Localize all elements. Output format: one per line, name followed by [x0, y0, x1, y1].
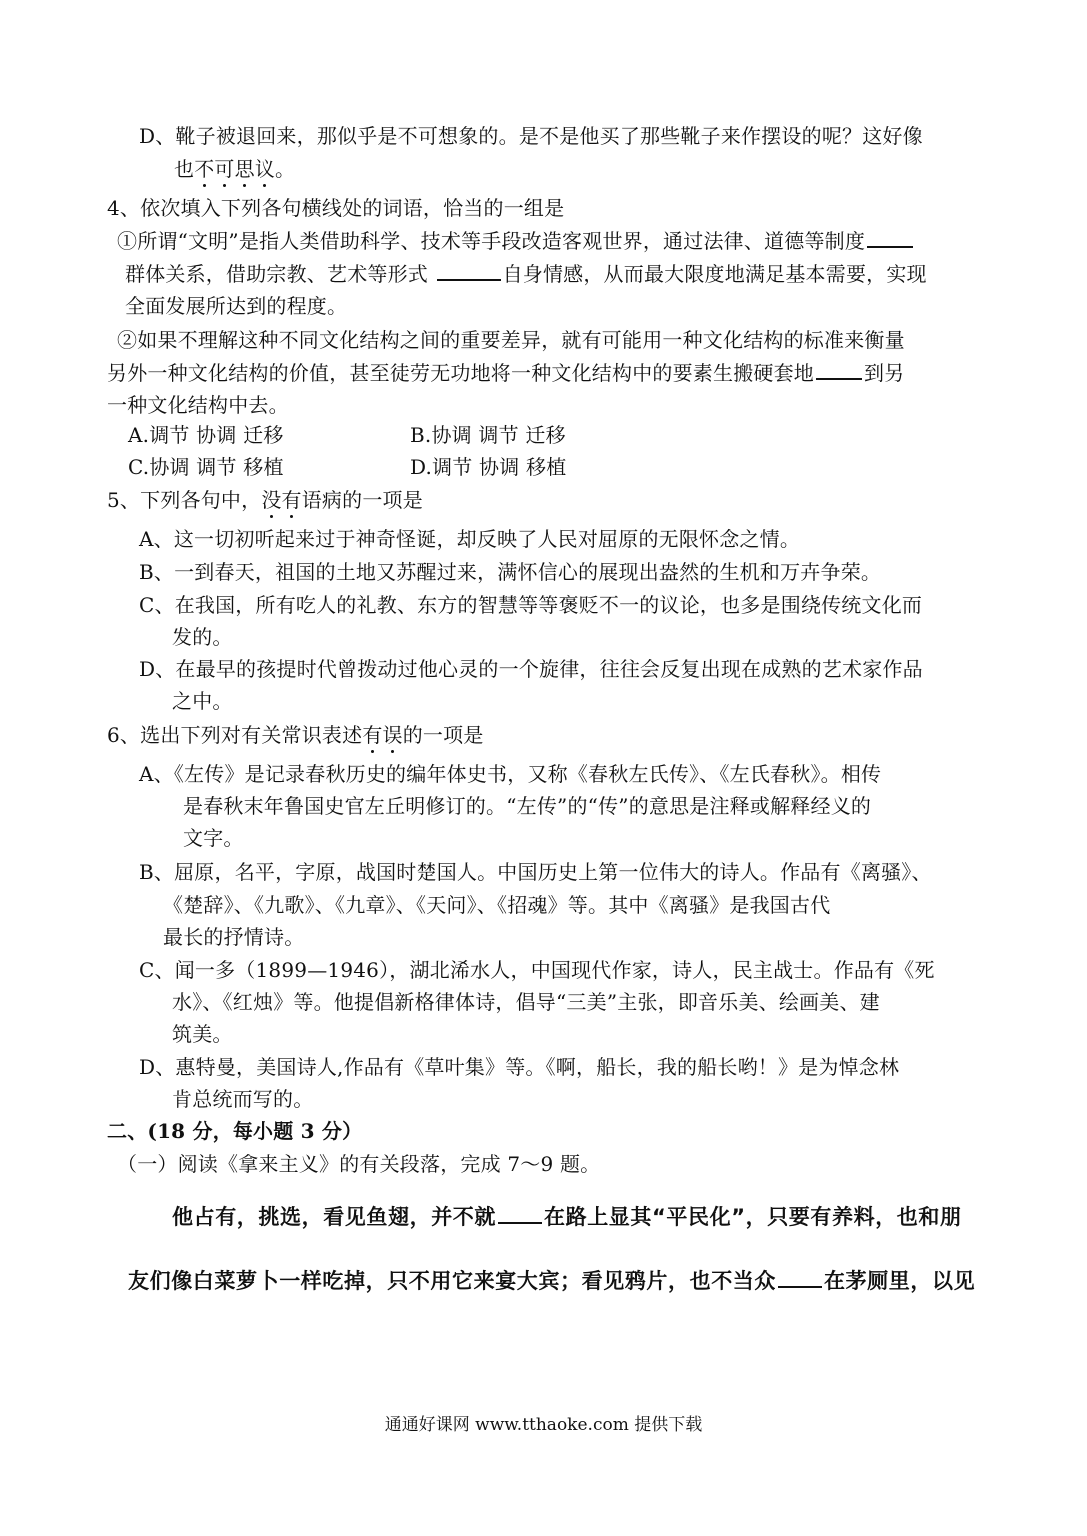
- section-heading: 二、(18 分，每小题 3 分）: [107, 1119, 363, 1143]
- q4-sentence1-line3: 全面发展所达到的程度。: [125, 294, 348, 318]
- emphasis-char: 不: [194, 157, 215, 181]
- text-segment: 在路上显其“平民化”，只要有养料，也和朋: [544, 1205, 962, 1229]
- text-segment: 群体关系，借助宗教、艺术等形式: [125, 262, 435, 286]
- q3-option-d-line1: D、靴子被退回来，那似乎是不可想象的。是不是他买了那些靴子来作摆设的呢？这好像: [139, 124, 923, 148]
- q5-option-b: B、一到春天，祖国的土地又苏醒过来，满怀信心的展现出盎然的生机和万卉争荣。: [139, 560, 882, 584]
- emphasis-char: 可: [214, 157, 235, 181]
- q4-sentence2-line3: 一种文化结构中去。: [107, 393, 289, 417]
- text-segment: 语病的一项是: [301, 488, 423, 512]
- text-segment: 也: [174, 157, 195, 181]
- q5-option-c-line1: C、在我国，所有吃人的礼教、东方的智慧等等褒贬不一的议论，也多是围绕传统文化而: [139, 593, 923, 617]
- text-segment: 另外一种文化结构的价值，甚至徒劳无功地将一种文化结构中的要素生搬硬套地: [107, 361, 814, 385]
- q4-option-d: D.调节 协调 移植: [410, 455, 567, 479]
- fill-blank: [816, 360, 862, 380]
- text-segment: 自身情感，从而最大限度地满足基本需要，实现: [502, 262, 927, 286]
- q3-option-d-line2: [174, 157, 295, 181]
- q6-option-d-line2: 肯总统而写的。: [172, 1087, 314, 1111]
- q4-sentence2-line1: ②如果不理解这种不同文化结构之间的重要差异，就有可能用一种文化结构的标准来衡量: [117, 328, 905, 352]
- q6-option-a-line2: 是春秋末年鲁国史官左丘明修订的。“左传”的“传”的意思是注释或解释经义的: [183, 794, 872, 818]
- q6-option-a-line3: 文字。: [183, 826, 244, 850]
- q6-option-c-line3: 筑美。: [172, 1022, 233, 1046]
- text-segment: 的一项是: [402, 723, 484, 747]
- emphasis-char: 误: [382, 723, 403, 747]
- passage-line2: [128, 1266, 975, 1293]
- fill-blank: [437, 261, 501, 281]
- q5-option-a: A、这一切初听起来过于神奇怪诞，却反映了人民对屈原的无限怀念之情。: [139, 527, 801, 551]
- q4-option-c: C.协调 调节 移植: [128, 455, 284, 479]
- q6-option-b-line1: B、屈原，名平，字原，战国时楚国人。中国历史上第一位伟大的诗人。作品有《离骚》、: [139, 860, 932, 884]
- q6-option-a-line1: A、《左传》是记录春秋历史的编年体史书，又称《春秋左氏传》、《左氏春秋》。相传: [139, 762, 882, 786]
- q6-option-c-line1: C、闻一多（1899—1946），湖北浠水人，中国现代作家，诗人，民主战士。作品有《死: [139, 958, 935, 982]
- passage-line1: [172, 1202, 962, 1229]
- text-segment: 在茅厕里，以见: [824, 1269, 976, 1293]
- q6-stem: [107, 723, 484, 747]
- q6-option-b-line2: 《楚辞》、《九歌》、《九章》、《天问》、《招魂》等。其中《离骚》是我国古代: [163, 893, 831, 917]
- q4-sentence2-line2: [107, 360, 904, 385]
- emphasis-char: 没: [261, 488, 282, 512]
- section-subheading: （一）阅读《拿来主义》的有关段落，完成 7～9 题。: [117, 1152, 601, 1176]
- fill-blank: [778, 1266, 822, 1288]
- q5-option-d-line1: D、在最早的孩提时代曾拨动过他心灵的一个旋律，往往会反复出现在成熟的艺术家作品: [139, 657, 923, 681]
- q4-stem: 4、依次填入下列各句横线处的词语，恰当的一组是: [107, 196, 565, 220]
- emphasis-char: 有: [362, 723, 383, 747]
- q6-option-c-line2: 水》、《红烛》等。他提倡新格律体诗，倡导“三美”主张，即音乐美、绘画美、建: [172, 990, 880, 1014]
- text-segment: 友们像白菜萝卜一样吃掉，只不用它来宴大宾；看见鸦片，也不当众: [128, 1269, 776, 1293]
- text-segment: 。: [275, 157, 296, 181]
- emphasis-char: 有: [281, 488, 302, 512]
- emphasis-char: 议: [254, 157, 276, 181]
- q5-option-c-line2: 发的。: [172, 625, 233, 649]
- page-footer: 通通好课网 www.tthaoke.com 提供下载: [384, 1415, 703, 1435]
- q4-sentence1-line1: [117, 228, 915, 253]
- text-segment: 6、选出下列对有关常识表述: [107, 723, 363, 747]
- q4-sentence1-line2: [125, 261, 927, 286]
- q6-option-d-line1: D、惠特曼，美国诗人,作品有《草叶集》等。《啊，船长，我的船长哟！》是为悼念林: [139, 1055, 900, 1079]
- text-segment: 他占有，挑选，看见鱼翅，并不就: [172, 1205, 496, 1229]
- fill-blank: [867, 228, 913, 248]
- q5-stem: [107, 488, 423, 512]
- q4-option-b: B.协调 调节 迁移: [410, 423, 566, 447]
- q5-option-d-line2: 之中。: [172, 689, 233, 713]
- text-segment: ①所谓“文明”是指人类借助科学、技术等手段改造客观世界，通过法律、道德等制度: [117, 229, 866, 253]
- text-segment: 5、下列各句中，: [107, 488, 262, 512]
- q6-option-b-line3: 最长的抒情诗。: [163, 925, 305, 949]
- fill-blank: [498, 1202, 542, 1224]
- q4-option-a: A.调节 协调 迁移: [128, 423, 284, 447]
- emphasis-char: 思: [234, 157, 255, 181]
- text-segment: 到另: [864, 361, 905, 385]
